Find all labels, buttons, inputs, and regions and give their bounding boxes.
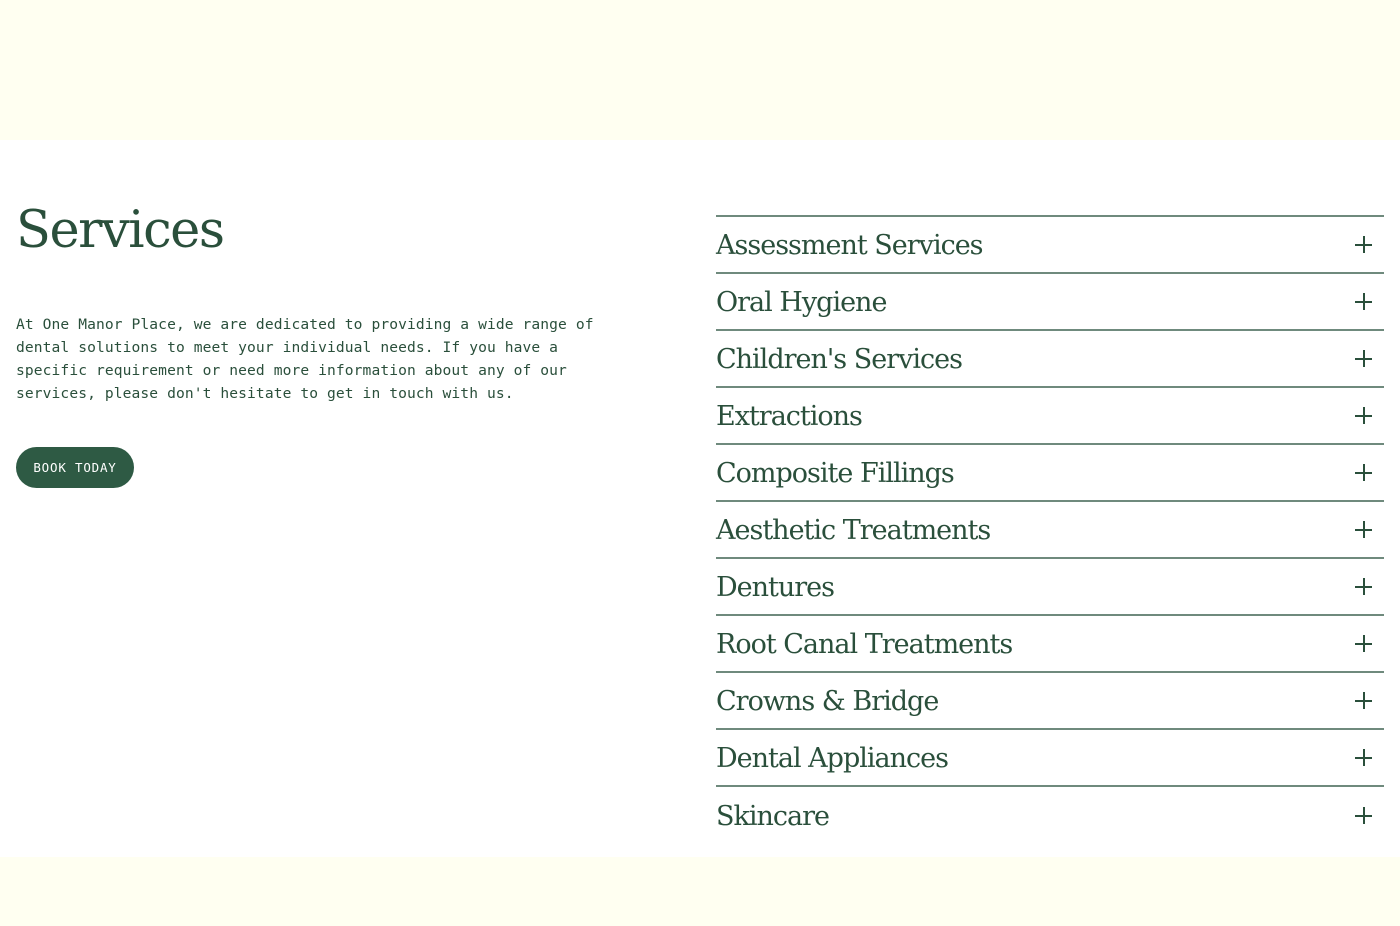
accordion-item-label: Assessment Services (716, 229, 983, 261)
book-today-button[interactable]: BOOK TODAY (16, 447, 134, 488)
accordion-item-label: Oral Hygiene (716, 286, 887, 318)
plus-icon[interactable] (1355, 578, 1372, 595)
accordion-item-childrens-services[interactable] (716, 331, 1384, 388)
accordion-item-label: Extractions (716, 400, 862, 432)
services-accordion (716, 215, 1384, 844)
accordion-item-extractions[interactable] (716, 388, 1384, 445)
plus-icon[interactable] (1355, 350, 1372, 367)
accordion-item-label: Aesthetic Treatments (716, 514, 991, 546)
accordion-item-root-canal-treatments[interactable] (716, 616, 1384, 673)
accordion-item-label: Crowns & Bridge (716, 685, 939, 717)
plus-icon[interactable] (1355, 635, 1372, 652)
plus-icon[interactable] (1355, 521, 1372, 538)
accordion-item-label: Children's Services (716, 343, 962, 375)
page-title: Services (16, 201, 224, 260)
plus-icon[interactable] (1355, 807, 1372, 824)
accordion-item-label: Dental Appliances (716, 742, 948, 774)
plus-icon[interactable] (1355, 464, 1372, 481)
accordion-item-skincare[interactable] (716, 787, 1384, 844)
accordion-item-composite-fillings[interactable] (716, 445, 1384, 502)
services-intro-column (16, 200, 636, 488)
accordion-item-label: Composite Fillings (716, 457, 954, 489)
plus-icon[interactable] (1355, 293, 1372, 310)
intro-text: At One Manor Place, we are dedicated to providing a wide range of dental solutions to meet your individual needs. If you have a specific requirement or need more information about any of our services, please don't hesitate to get in touch with us. (16, 316, 594, 402)
accordion-item-label: Dentures (716, 571, 834, 603)
accordion-item-label: Skincare (716, 800, 829, 832)
accordion-item-dental-appliances[interactable] (716, 730, 1384, 787)
plus-icon[interactable] (1355, 692, 1372, 709)
accordion-item-dentures[interactable] (716, 559, 1384, 616)
accordion-item-aesthetic-treatments[interactable] (716, 502, 1384, 559)
accordion-item-assessment-services[interactable] (716, 217, 1384, 274)
plus-icon[interactable] (1355, 407, 1372, 424)
services-section (0, 140, 1400, 857)
accordion-item-oral-hygiene[interactable] (716, 274, 1384, 331)
plus-icon[interactable] (1355, 236, 1372, 253)
bottom-band (0, 857, 1400, 926)
top-band (0, 0, 1400, 140)
accordion-item-crowns-bridge[interactable] (716, 673, 1384, 730)
plus-icon[interactable] (1355, 749, 1372, 766)
accordion-item-label: Root Canal Treatments (716, 628, 1013, 660)
